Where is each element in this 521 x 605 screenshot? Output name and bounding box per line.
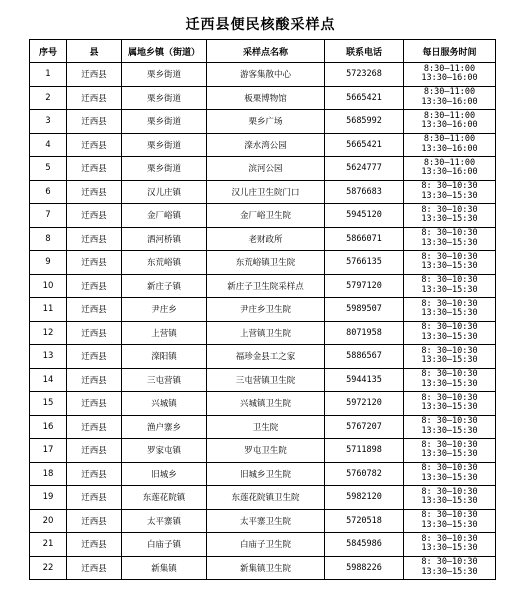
cell-phone: 5685992 [325, 110, 404, 134]
cell-town: 东荒峪镇 [122, 251, 207, 275]
cell-phone: 5944135 [325, 368, 404, 392]
cell-hours [404, 157, 496, 181]
table-row [30, 133, 496, 157]
hours-morning: 8: 30—10:30 [421, 251, 478, 262]
cell-county: 迁西县 [67, 462, 122, 486]
cell-site: 东莲花院镇卫生院 [207, 486, 325, 510]
cell-site: 白庙子卫生院 [207, 533, 325, 557]
cell-hours [404, 63, 496, 87]
cell-phone: 8071958 [325, 321, 404, 345]
cell-hours [404, 462, 496, 486]
hours-afternoon: 13:30—15:30 [421, 237, 478, 248]
cell-site: 三屯营镇卫生院 [207, 368, 325, 392]
hours-afternoon: 13:30—15:30 [421, 449, 478, 460]
cell-index: 9 [30, 251, 67, 275]
cell-county: 迁西县 [67, 321, 122, 345]
cell-site: 板栗博物馆 [207, 86, 325, 110]
cell-index: 3 [30, 110, 67, 134]
table-header-row [30, 40, 496, 63]
cell-phone: 5989507 [325, 298, 404, 322]
cell-site: 新集镇卫生院 [207, 556, 325, 580]
table-row [30, 486, 496, 510]
cell-site: 尹庄乡卫生院 [207, 298, 325, 322]
hours-morning: 8: 30—10:30 [421, 439, 478, 450]
cell-hours [404, 439, 496, 463]
cell-phone: 5876683 [325, 180, 404, 204]
cell-county: 迁西县 [67, 110, 122, 134]
cell-county: 迁西县 [67, 227, 122, 251]
cell-hours [404, 133, 496, 157]
header-county: 县 [67, 40, 122, 63]
cell-hours [404, 110, 496, 134]
cell-town: 洒河桥镇 [122, 227, 207, 251]
table-row [30, 415, 496, 439]
hours-morning: 8:30—11:00 [423, 157, 476, 168]
hours-morning: 8: 30—10:30 [421, 275, 478, 286]
table-row [30, 533, 496, 557]
cell-hours [404, 392, 496, 416]
table-row [30, 180, 496, 204]
table-row [30, 63, 496, 87]
cell-hours [404, 345, 496, 369]
cell-county: 迁西县 [67, 439, 122, 463]
cell-hours [404, 368, 496, 392]
hours-morning: 8: 30—10:30 [421, 557, 478, 568]
cell-phone: 5624777 [325, 157, 404, 181]
hours-afternoon: 13:30—15:30 [421, 425, 478, 436]
cell-town: 白庙子镇 [122, 533, 207, 557]
header-hours: 每日服务时间 [404, 40, 496, 63]
table-body [30, 63, 496, 580]
cell-site: 金厂峪卫生院 [207, 204, 325, 228]
cell-hours [404, 321, 496, 345]
cell-index: 5 [30, 157, 67, 181]
hours-afternoon: 13:30—15:30 [421, 496, 478, 507]
hours-morning: 8: 30—10:30 [421, 228, 478, 239]
cell-site: 卫生院 [207, 415, 325, 439]
table-row [30, 509, 496, 533]
hours-morning: 8: 30—10:30 [421, 298, 478, 309]
hours-afternoon: 13:30—15:30 [421, 378, 478, 389]
cell-index: 14 [30, 368, 67, 392]
cell-site: 太平寨卫生院 [207, 509, 325, 533]
hours-afternoon: 13:30—15:30 [421, 402, 478, 413]
cell-phone: 5797120 [325, 274, 404, 298]
table-row [30, 251, 496, 275]
cell-index: 13 [30, 345, 67, 369]
cell-phone: 5720518 [325, 509, 404, 533]
cell-county: 迁西县 [67, 63, 122, 87]
hours-afternoon: 13:30—15:30 [421, 190, 478, 201]
cell-town: 三屯营镇 [122, 368, 207, 392]
cell-hours [404, 533, 496, 557]
hours-afternoon: 13:30—16:00 [421, 167, 478, 178]
hours-afternoon: 13:30—15:30 [421, 284, 478, 295]
cell-county: 迁西县 [67, 180, 122, 204]
hours-morning: 8: 30—10:30 [421, 486, 478, 497]
cell-site: 游客集散中心 [207, 63, 325, 87]
cell-index: 4 [30, 133, 67, 157]
cell-town: 汉儿庄镇 [122, 180, 207, 204]
cell-county: 迁西县 [67, 392, 122, 416]
cell-hours [404, 556, 496, 580]
cell-town: 栗乡街道 [122, 63, 207, 87]
cell-county: 迁西县 [67, 415, 122, 439]
hours-morning: 8: 30—10:30 [421, 510, 478, 521]
cell-index: 17 [30, 439, 67, 463]
hours-morning: 8:30—11:00 [423, 110, 476, 121]
header-site: 采样点名称 [207, 40, 325, 63]
cell-index: 11 [30, 298, 67, 322]
cell-site: 上营镇卫生院 [207, 321, 325, 345]
cell-county: 迁西县 [67, 274, 122, 298]
cell-index: 19 [30, 486, 67, 510]
cell-phone: 5866071 [325, 227, 404, 251]
cell-county: 迁西县 [67, 486, 122, 510]
table-row [30, 462, 496, 486]
table-row [30, 204, 496, 228]
cell-county: 迁西县 [67, 298, 122, 322]
cell-town: 栗乡街道 [122, 133, 207, 157]
cell-index: 20 [30, 509, 67, 533]
cell-town: 渔户寨乡 [122, 415, 207, 439]
page-title: 迁西县便民核酸采样点 [185, 17, 336, 33]
table-row [30, 368, 496, 392]
table-row [30, 86, 496, 110]
hours-morning: 8: 30—10:30 [421, 322, 478, 333]
cell-index: 7 [30, 204, 67, 228]
cell-site: 旧城乡卫生院 [207, 462, 325, 486]
hours-morning: 8:30—11:00 [423, 63, 476, 74]
cell-site: 福珍金县工之家 [207, 345, 325, 369]
cell-index: 12 [30, 321, 67, 345]
cell-phone: 5665421 [325, 133, 404, 157]
cell-phone: 5982120 [325, 486, 404, 510]
cell-index: 22 [30, 556, 67, 580]
table-row [30, 392, 496, 416]
hours-morning: 8: 30—10:30 [421, 463, 478, 474]
hours-morning: 8: 30—10:30 [421, 345, 478, 356]
cell-index: 15 [30, 392, 67, 416]
header-phone: 联系电话 [325, 40, 404, 63]
table-row [30, 157, 496, 181]
cell-hours [404, 86, 496, 110]
cell-county: 迁西县 [67, 509, 122, 533]
cell-site: 滦水湾公园 [207, 133, 325, 157]
cell-hours [404, 274, 496, 298]
cell-town: 金厂峪镇 [122, 204, 207, 228]
cell-site: 老财政所 [207, 227, 325, 251]
cell-county: 迁西县 [67, 86, 122, 110]
hours-afternoon: 13:30—15:30 [421, 331, 478, 342]
hours-afternoon: 13:30—15:30 [421, 261, 478, 272]
hours-morning: 8:30—11:00 [423, 87, 476, 98]
table-row [30, 298, 496, 322]
cell-county: 迁西县 [67, 556, 122, 580]
cell-index: 16 [30, 415, 67, 439]
cell-phone: 5988226 [325, 556, 404, 580]
cell-town: 上营镇 [122, 321, 207, 345]
table-row [30, 556, 496, 580]
cell-site: 东荒峪镇卫生院 [207, 251, 325, 275]
hours-afternoon: 13:30—15:30 [421, 355, 478, 366]
sampling-points-table [29, 39, 496, 580]
cell-index: 6 [30, 180, 67, 204]
cell-phone: 5767207 [325, 415, 404, 439]
cell-index: 10 [30, 274, 67, 298]
table-row [30, 345, 496, 369]
table-row [30, 274, 496, 298]
cell-county: 迁西县 [67, 533, 122, 557]
cell-hours [404, 251, 496, 275]
table-row [30, 227, 496, 251]
cell-hours [404, 298, 496, 322]
cell-town: 栗乡街道 [122, 110, 207, 134]
cell-phone: 5972120 [325, 392, 404, 416]
cell-town: 新集镇 [122, 556, 207, 580]
cell-county: 迁西县 [67, 157, 122, 181]
hours-morning: 8: 30—10:30 [421, 369, 478, 380]
cell-hours [404, 415, 496, 439]
cell-site: 栗乡广场 [207, 110, 325, 134]
cell-town: 兴城镇 [122, 392, 207, 416]
cell-county: 迁西县 [67, 368, 122, 392]
cell-hours [404, 180, 496, 204]
hours-afternoon: 13:30—16:00 [421, 120, 478, 131]
cell-county: 迁西县 [67, 133, 122, 157]
cell-town: 太平寨镇 [122, 509, 207, 533]
header-index: 序号 [30, 40, 67, 63]
table-row [30, 439, 496, 463]
cell-phone: 5723268 [325, 63, 404, 87]
hours-afternoon: 13:30—15:30 [421, 566, 478, 577]
cell-phone: 5766135 [325, 251, 404, 275]
cell-phone: 5711898 [325, 439, 404, 463]
cell-site: 罗屯卫生院 [207, 439, 325, 463]
cell-hours [404, 227, 496, 251]
hours-morning: 8: 30—10:30 [421, 181, 478, 192]
table-row [30, 110, 496, 134]
hours-afternoon: 13:30—16:00 [421, 73, 478, 84]
cell-town: 罗家屯镇 [122, 439, 207, 463]
hours-morning: 8: 30—10:30 [421, 533, 478, 544]
table-row [30, 321, 496, 345]
cell-index: 18 [30, 462, 67, 486]
cell-town: 栗乡街道 [122, 157, 207, 181]
cell-index: 1 [30, 63, 67, 87]
cell-town: 新庄子镇 [122, 274, 207, 298]
cell-town: 旧城乡 [122, 462, 207, 486]
cell-county: 迁西县 [67, 345, 122, 369]
hours-afternoon: 13:30—15:30 [421, 519, 478, 530]
cell-site: 汉儿庄卫生院门口 [207, 180, 325, 204]
hours-afternoon: 13:30—15:30 [421, 214, 478, 225]
hours-afternoon: 13:30—15:30 [421, 543, 478, 554]
hours-morning: 8: 30—10:30 [421, 204, 478, 215]
cell-phone: 5760782 [325, 462, 404, 486]
cell-phone: 5945120 [325, 204, 404, 228]
cell-town: 栗乡街道 [122, 86, 207, 110]
hours-afternoon: 13:30—16:00 [421, 143, 478, 154]
cell-index: 8 [30, 227, 67, 251]
cell-county: 迁西县 [67, 251, 122, 275]
hours-morning: 8: 30—10:30 [421, 392, 478, 403]
header-town: 属地乡镇（街道） [122, 40, 207, 63]
cell-index: 21 [30, 533, 67, 557]
cell-phone: 5665421 [325, 86, 404, 110]
hours-afternoon: 13:30—15:30 [421, 308, 478, 319]
cell-hours [404, 486, 496, 510]
cell-index: 2 [30, 86, 67, 110]
cell-site: 滨河公园 [207, 157, 325, 181]
hours-morning: 8: 30—10:30 [421, 416, 478, 427]
cell-hours [404, 204, 496, 228]
cell-site: 新庄子卫生院采样点 [207, 274, 325, 298]
cell-phone: 5886567 [325, 345, 404, 369]
hours-afternoon: 13:30—15:30 [421, 472, 478, 483]
cell-town: 滦阳镇 [122, 345, 207, 369]
cell-town: 尹庄乡 [122, 298, 207, 322]
cell-site: 兴城镇卫生院 [207, 392, 325, 416]
hours-afternoon: 13:30—16:00 [421, 96, 478, 107]
cell-phone: 5845986 [325, 533, 404, 557]
cell-county: 迁西县 [67, 204, 122, 228]
cell-town: 东莲花院镇 [122, 486, 207, 510]
cell-hours [404, 509, 496, 533]
hours-morning: 8:30—11:00 [423, 134, 476, 145]
